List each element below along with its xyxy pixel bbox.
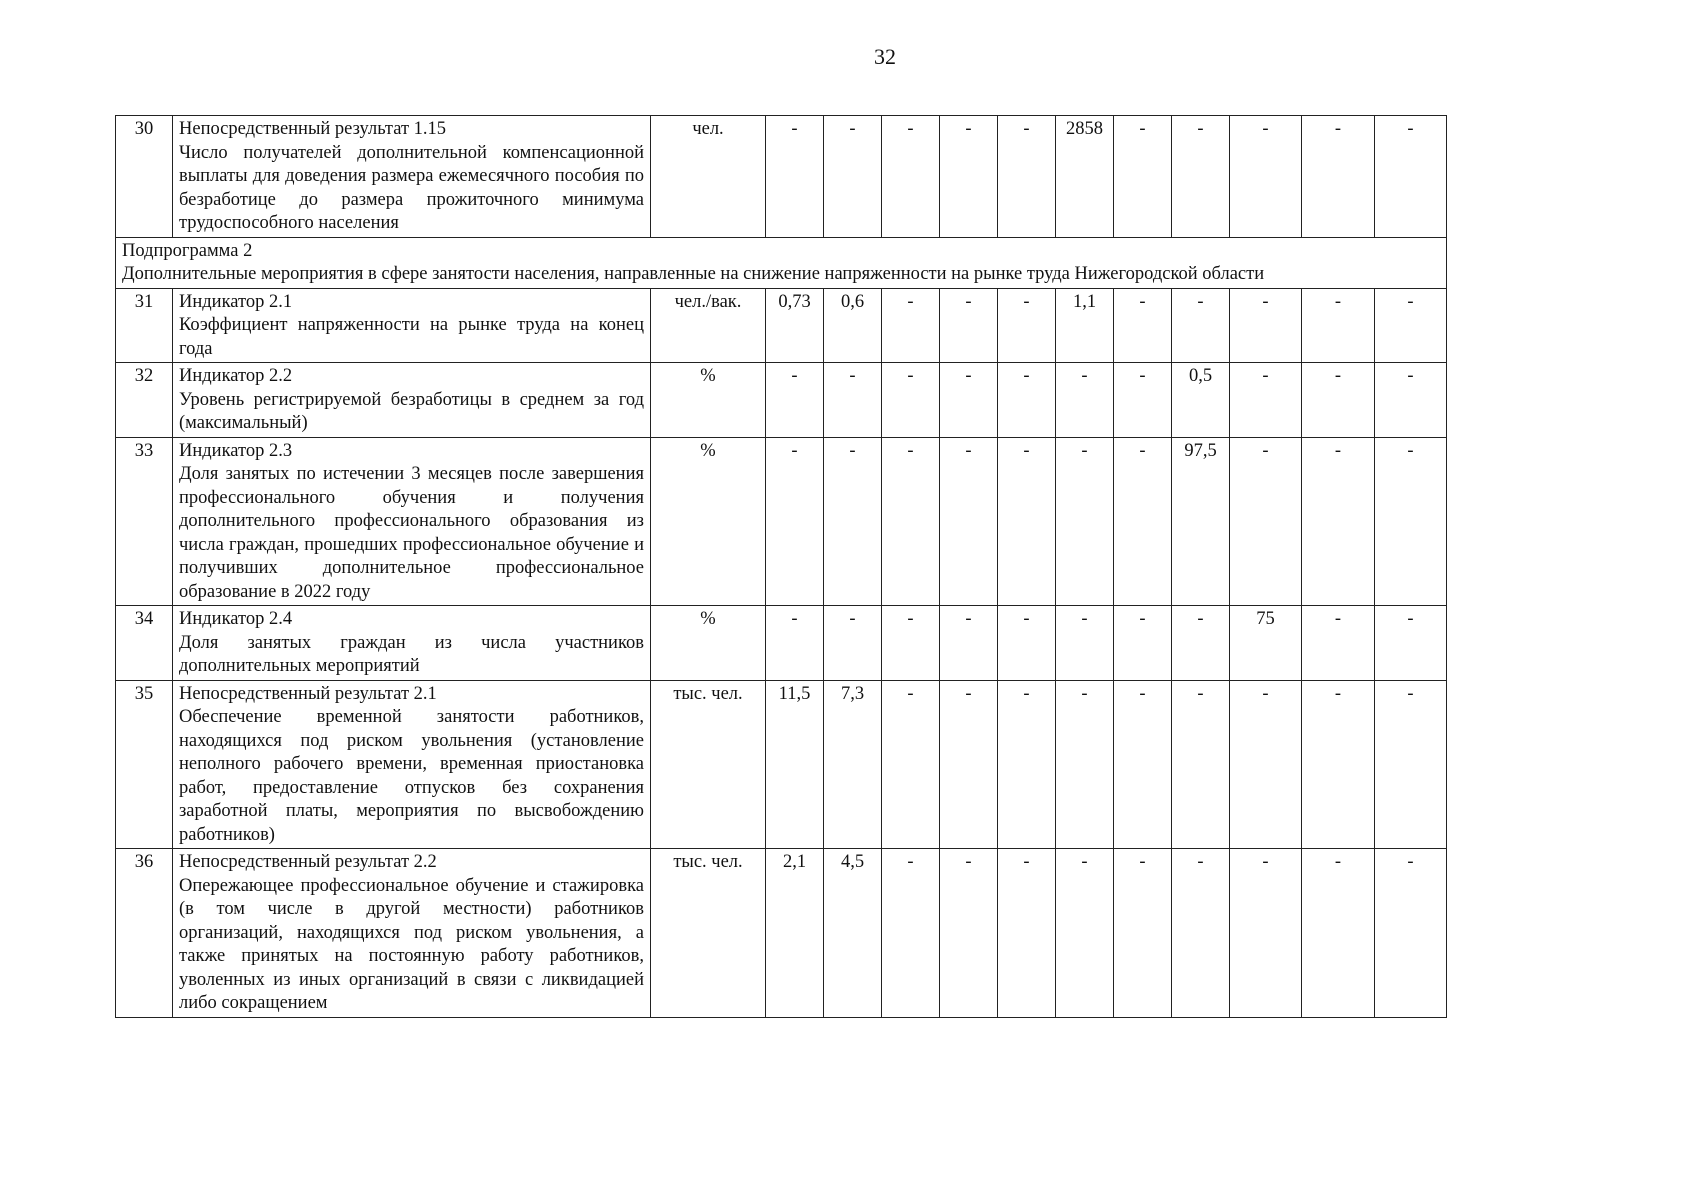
value-cell: - <box>1302 437 1375 606</box>
value-cell: - <box>1302 288 1375 363</box>
row-number: 36 <box>116 849 173 1018</box>
subprogram-row <box>116 237 1447 288</box>
value-cell: - <box>1114 680 1172 849</box>
value-cell: - <box>766 116 824 238</box>
row-unit: % <box>651 606 766 681</box>
value-cell: 11,5 <box>766 680 824 849</box>
value-cell: - <box>1375 116 1447 238</box>
table-row <box>116 849 1447 1018</box>
row-title: Индикатор 2.3 <box>179 440 293 461</box>
value-cell: 0,6 <box>824 288 882 363</box>
subprogram-title: Подпрограмма 2 <box>122 240 253 261</box>
value-cell: - <box>998 849 1056 1018</box>
row-title: Непосредственный результат 1.15 <box>179 119 447 139</box>
row-title: Непосредственный результат 2.1 <box>179 683 437 704</box>
value-cell: - <box>1230 363 1302 438</box>
value-cell: - <box>940 116 998 238</box>
row-title: Индикатор 2.4 <box>179 609 293 629</box>
value-cell: - <box>1230 288 1302 363</box>
value-cell: 7,3 <box>824 680 882 849</box>
value-cell: - <box>940 849 998 1018</box>
row-description <box>173 680 651 849</box>
value-cell: - <box>882 116 940 238</box>
table-row <box>116 116 1447 238</box>
value-cell: - <box>882 437 940 606</box>
value-cell: - <box>1172 606 1230 681</box>
value-cell: - <box>1302 849 1375 1018</box>
table-row <box>116 288 1447 363</box>
value-cell: - <box>940 437 998 606</box>
row-unit: % <box>651 437 766 606</box>
value-cell: - <box>882 849 940 1018</box>
value-cell: - <box>1056 606 1114 681</box>
value-cell: - <box>998 363 1056 438</box>
value-cell: 4,5 <box>824 849 882 1018</box>
value-cell: - <box>882 288 940 363</box>
row-description <box>173 116 651 238</box>
value-cell: - <box>1056 437 1114 606</box>
row-unit: тыс. чел. <box>651 680 766 849</box>
row-unit: чел./вак. <box>651 288 766 363</box>
value-cell: - <box>998 606 1056 681</box>
value-cell: - <box>998 680 1056 849</box>
row-title: Индикатор 2.1 <box>179 291 293 312</box>
row-description <box>173 849 651 1018</box>
value-cell: - <box>1114 849 1172 1018</box>
value-cell: - <box>882 606 940 681</box>
row-text: Доля занятых по истечении 3 месяцев после завершения профессионального обучения и получения дополнительного профессионального образования из числа граждан, прошедших профессиональное обучение и получивших дополнительное профессиональное образование в 2022 году <box>179 464 644 602</box>
value-cell: - <box>824 606 882 681</box>
value-cell: - <box>1302 116 1375 238</box>
value-cell: 0,73 <box>766 288 824 363</box>
value-cell: - <box>824 363 882 438</box>
value-cell: 97,5 <box>1172 437 1230 606</box>
value-cell: - <box>940 288 998 363</box>
value-cell: - <box>1375 606 1447 681</box>
value-cell: - <box>1302 606 1375 681</box>
value-cell: - <box>1114 116 1172 238</box>
value-cell: - <box>766 437 824 606</box>
row-text: Обеспечение временной занятости работников, находящихся под риском увольнения (установление неполного рабочего времени, временная приостановка работ, предоставление отпусков без сохранения заработной платы, мероприятия по высвобождению работников) <box>179 707 644 845</box>
value-cell: - <box>940 680 998 849</box>
value-cell: - <box>882 363 940 438</box>
row-text: Уровень регистрируемой безработицы в среднем за год (максимальный) <box>179 389 644 433</box>
row-description <box>173 363 651 438</box>
table-row <box>116 680 1447 849</box>
row-number: 32 <box>116 363 173 438</box>
value-cell: - <box>1230 437 1302 606</box>
row-unit: тыс. чел. <box>651 849 766 1018</box>
row-text: Коэффициент напряженности на рынке труда на конец года <box>179 315 644 359</box>
value-cell: 75 <box>1230 606 1302 681</box>
row-unit: % <box>651 363 766 438</box>
value-cell: - <box>1114 437 1172 606</box>
value-cell: - <box>1302 680 1375 849</box>
value-cell: 1,1 <box>1056 288 1114 363</box>
value-cell: - <box>1114 606 1172 681</box>
value-cell: - <box>1056 363 1114 438</box>
page-number: 32 <box>874 44 896 69</box>
subprogram-text: Дополнительные мероприятия в сфере занятости населения, направленные на снижение напряженности на рынке труда Нижегородской области <box>122 264 1265 284</box>
value-cell: - <box>1056 680 1114 849</box>
value-cell: 0,5 <box>1172 363 1230 438</box>
row-number: 30 <box>116 116 173 238</box>
value-cell: - <box>882 680 940 849</box>
row-text: Доля занятых граждан из числа участников дополнительных мероприятий <box>179 632 644 676</box>
value-cell: - <box>1375 363 1447 438</box>
value-cell: - <box>824 437 882 606</box>
value-cell: 2858 <box>1056 116 1114 238</box>
value-cell: - <box>1230 116 1302 238</box>
table-row <box>116 437 1447 606</box>
row-number: 34 <box>116 606 173 681</box>
value-cell: - <box>1302 363 1375 438</box>
value-cell: - <box>766 363 824 438</box>
value-cell: - <box>1375 437 1447 606</box>
value-cell: - <box>1114 288 1172 363</box>
value-cell: - <box>766 606 824 681</box>
value-cell: - <box>1375 680 1447 849</box>
value-cell: - <box>1230 680 1302 849</box>
value-cell: - <box>1375 288 1447 363</box>
value-cell: - <box>998 116 1056 238</box>
value-cell: - <box>940 363 998 438</box>
value-cell: - <box>1230 849 1302 1018</box>
row-title: Непосредственный результат 2.2 <box>179 852 437 872</box>
value-cell: - <box>1114 363 1172 438</box>
row-unit: чел. <box>651 116 766 238</box>
value-cell: - <box>998 288 1056 363</box>
table-row <box>116 606 1447 681</box>
row-number: 33 <box>116 437 173 606</box>
value-cell: - <box>1172 116 1230 238</box>
row-description <box>173 606 651 681</box>
row-text: Опережающее профессиональное обучение и стажировка (в том числе в другой местности) работников организаций, находящихся под риском увольнения, а также принятых на постоянную работу работников, уволенных из иных организаций в связи с ликвидацией либо сокращением <box>179 875 644 1013</box>
row-description <box>173 288 651 363</box>
row-title: Индикатор 2.2 <box>179 366 293 386</box>
value-cell: - <box>940 606 998 681</box>
value-cell: - <box>1375 849 1447 1018</box>
subprogram-cell <box>116 237 1447 288</box>
indicators-table <box>115 115 1447 1018</box>
row-text: Число получателей дополнительной компенсационной выплаты для доведения размера ежемесячного пособия по безработице до размера прожиточного минимума трудоспособного населения <box>179 142 644 233</box>
value-cell: - <box>824 116 882 238</box>
value-cell: - <box>1056 849 1114 1018</box>
row-description <box>173 437 651 606</box>
value-cell: - <box>1172 288 1230 363</box>
value-cell: - <box>1172 680 1230 849</box>
value-cell: 2,1 <box>766 849 824 1018</box>
table-row <box>116 363 1447 438</box>
value-cell: - <box>998 437 1056 606</box>
row-number: 35 <box>116 680 173 849</box>
row-number: 31 <box>116 288 173 363</box>
value-cell: - <box>1172 849 1230 1018</box>
